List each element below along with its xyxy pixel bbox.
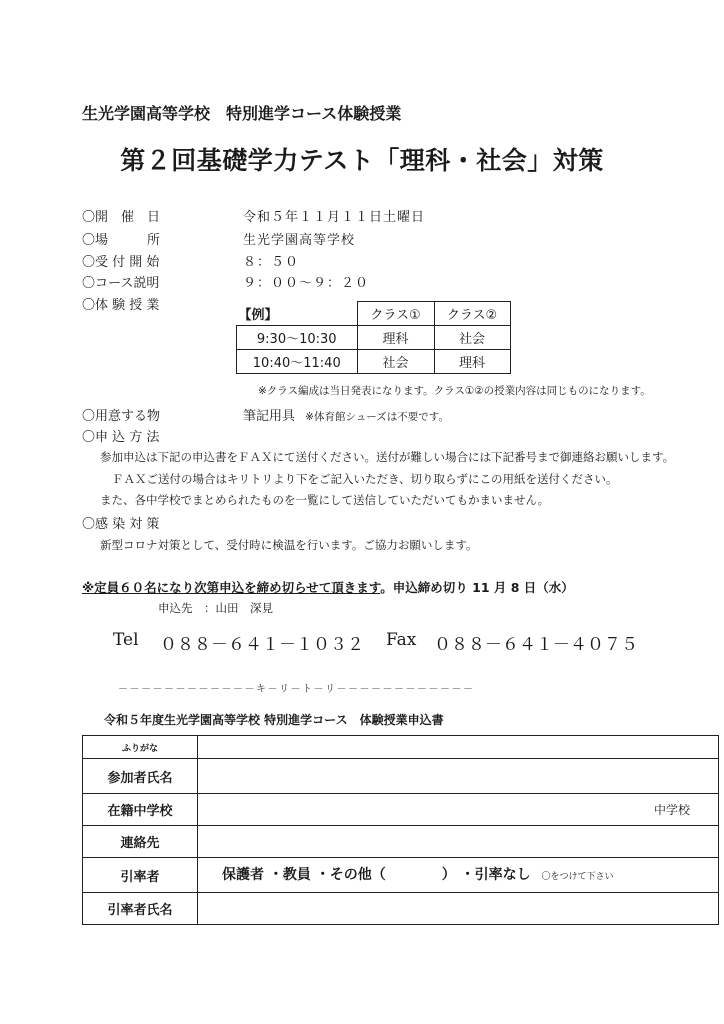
info-value-course-briefing: ９：００～９：２０ bbox=[243, 276, 370, 291]
capacity-notice: ※定員６０名になり次第申込を締め切らせて頂きます bbox=[82, 580, 381, 595]
prepare-label: 〇用意する物 bbox=[82, 409, 161, 424]
form-row-participant-name bbox=[83, 759, 719, 794]
chaperone-choice-list bbox=[222, 864, 614, 884]
contact-label: 連絡先 bbox=[83, 826, 198, 858]
schedule-header-class1: クラス① bbox=[357, 302, 434, 326]
school-course-heading: 生光学園高等学校 特別進学コース体験授業 bbox=[82, 104, 402, 123]
form-row-contact bbox=[83, 826, 719, 858]
chaperone-name-field[interactable] bbox=[198, 893, 719, 925]
form-row-chaperone bbox=[83, 858, 719, 893]
schedule-row bbox=[237, 326, 511, 350]
info-value-date: 令和５年１１月１１日土曜日 bbox=[243, 210, 426, 225]
chaperone-choices: 保護者 ・教員 ・その他（ ） ・引率なし bbox=[222, 867, 531, 883]
schedule-header-class2: クラス② bbox=[434, 302, 510, 326]
form-row-junior-high bbox=[83, 794, 719, 826]
schedule-time: 10:40～11:40 bbox=[237, 350, 358, 374]
chaperone-label: 引率者 bbox=[83, 858, 198, 893]
contact-person: 申込先 ：山田 深見 bbox=[158, 601, 273, 615]
furigana-label: ふりがな bbox=[83, 736, 198, 759]
apply-label: 〇申 込 方 法 bbox=[82, 430, 160, 445]
apply-line-2: ＦＡＸご送付の場合はキリトリより下をご記入いただき、切り取らずにこの用紙を送付ください。 bbox=[112, 472, 618, 486]
info-label-date: 〇開 催 日 bbox=[82, 210, 161, 225]
schedule-class1-subject: 社会 bbox=[357, 350, 434, 374]
info-label-trial-class: 〇体 験 授 業 bbox=[82, 298, 160, 313]
form-row-furigana bbox=[83, 736, 719, 759]
chaperone-instruction: 〇をつけて下さい bbox=[541, 872, 614, 882]
page-title: 第２回基礎学力テスト「理科・社会」対策 bbox=[120, 146, 604, 175]
tel-number: ０８８－６４１－１０３２ bbox=[160, 635, 364, 655]
cut-line: －－－－－－－－－－－－キ－リ－ト－リ－－－－－－－－－－－－ bbox=[118, 684, 475, 695]
fax-label: Fax bbox=[386, 630, 417, 650]
prepare-item: 筆記用具 bbox=[243, 409, 296, 424]
info-label-place: 〇場 所 bbox=[82, 233, 161, 248]
infection-label: 〇感 染 対 策 bbox=[82, 517, 160, 532]
schedule-class2-subject: 社会 bbox=[434, 326, 510, 350]
form-title: 令和５年度生光学園高等学校 特別進学コース 体験授業申込書 bbox=[104, 713, 444, 727]
prepare-note: ※体育館シューズは不要です。 bbox=[305, 411, 449, 423]
schedule-row bbox=[237, 350, 511, 374]
info-value-place: 生光学園高等学校 bbox=[243, 233, 356, 248]
apply-line-3: また、各中学校でまとめられたものを一覧にして送信していただいてもかまいません。 bbox=[100, 493, 550, 507]
deadline-date: 。申込締め切り 11 月 8 日（水） bbox=[380, 580, 574, 595]
tel-label: Tel bbox=[113, 630, 139, 650]
deadline-notice bbox=[82, 578, 574, 596]
info-label-reception: 〇受 付 開 始 bbox=[82, 255, 160, 270]
schedule-header-row bbox=[237, 302, 511, 326]
schedule-note: ※クラス編成は当日発表になります。クラス①②の授業内容は同じものになります。 bbox=[258, 385, 651, 397]
info-label-course-briefing: 〇コース説明 bbox=[82, 276, 160, 291]
contact-field[interactable] bbox=[198, 826, 719, 858]
chaperone-options[interactable] bbox=[198, 858, 719, 893]
class-schedule-table bbox=[236, 301, 511, 374]
apply-line-1: 参加申込は下記の申込書をＦＡＸにて送付ください。送付が難しい場合には下記番号まで御連絡お願いします。 bbox=[100, 450, 675, 464]
schedule-class1-subject: 理科 bbox=[357, 326, 434, 350]
schedule-example-label: 【例】 bbox=[238, 307, 278, 323]
junior-high-label: 在籍中学校 bbox=[83, 794, 198, 826]
participant-name-label: 参加者氏名 bbox=[83, 759, 198, 794]
application-form bbox=[82, 735, 719, 925]
furigana-field[interactable] bbox=[198, 736, 719, 759]
junior-high-suffix: 中学校 bbox=[653, 803, 690, 817]
infection-line: 新型コロナ対策として、受付時に検温を行います。ご協力お願いします。 bbox=[100, 538, 478, 552]
junior-high-field[interactable] bbox=[198, 794, 719, 826]
prepare-value bbox=[243, 405, 449, 424]
form-row-chaperone-name bbox=[83, 893, 719, 925]
chaperone-name-label: 引率者氏名 bbox=[83, 893, 198, 925]
schedule-class2-subject: 理科 bbox=[434, 350, 510, 374]
participant-name-field[interactable] bbox=[198, 759, 719, 794]
schedule-time: 9:30～10:30 bbox=[237, 326, 358, 350]
info-value-reception: ８：５０ bbox=[243, 255, 300, 270]
fax-number: ０８８－６４１－４０７５ bbox=[434, 635, 638, 655]
